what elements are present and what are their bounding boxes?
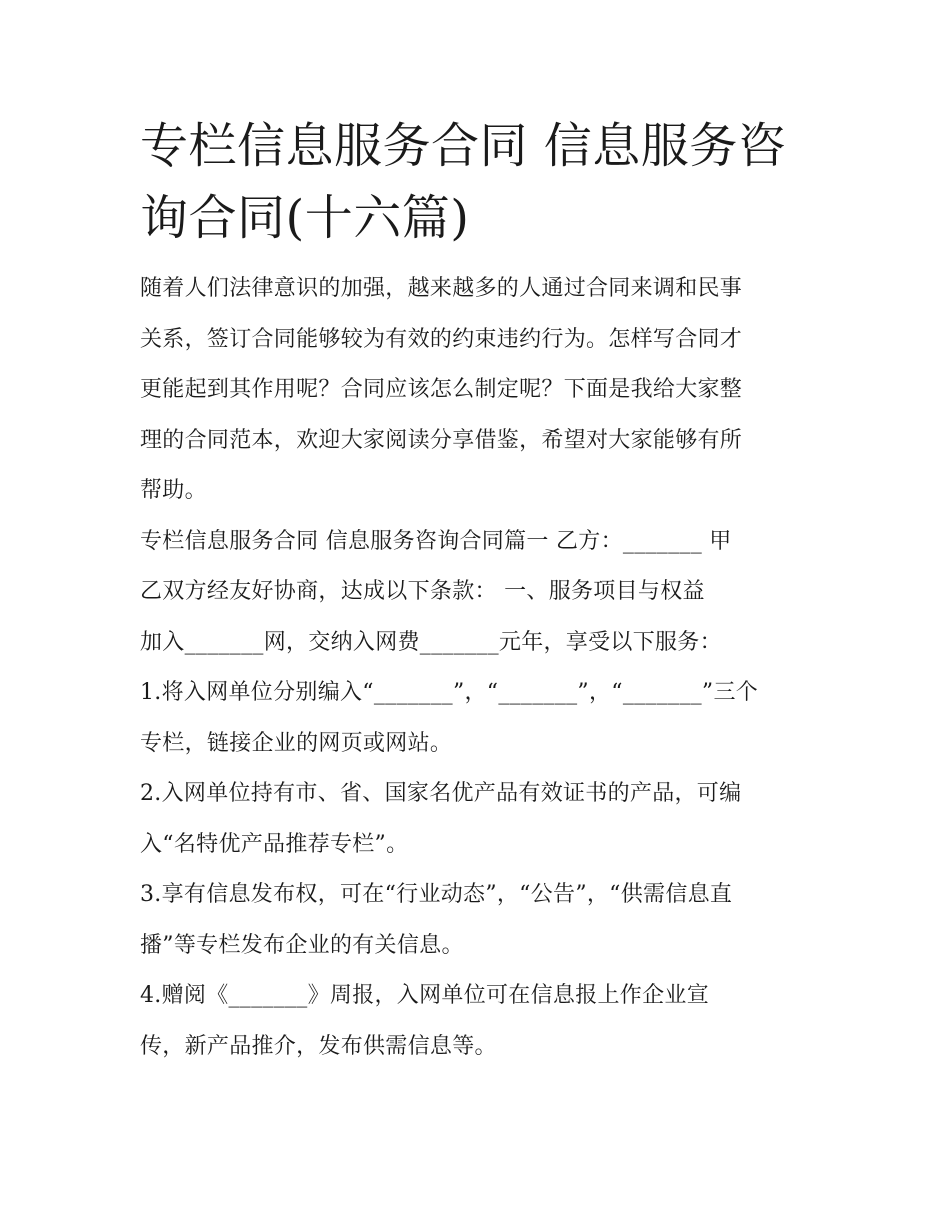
contract-intro-paragraph <box>140 517 820 669</box>
title-line: 专栏信息服务合同 信息服务咨 <box>140 118 787 174</box>
clause-item-2 <box>140 769 820 870</box>
text-line: 乙双方经友好协商，达成以下条款： 一、服务项目与权益 <box>140 579 705 604</box>
document-page <box>140 110 820 1072</box>
text-line: 传，新产品推介，发布供需信息等。 <box>140 1033 497 1059</box>
clause-item-1 <box>140 668 820 769</box>
clause-item-4 <box>140 971 820 1072</box>
document-title <box>140 110 820 254</box>
title-line: 询合同(十六篇) <box>140 190 470 246</box>
text-line: 入“名特优产品推荐专栏”。 <box>140 831 409 857</box>
text-line: 理的合同范本，欢迎大家阅读分享借鉴，希望对大家能够有所 <box>140 427 743 453</box>
text-line: 专栏，链接企业的网页或网站。 <box>140 730 453 756</box>
text-line: 加入_______网，交纳入网费_______元年，享受以下服务： <box>140 629 722 655</box>
text-line: 4.赠阅《_______》周报，入网单位可在信息报上作企业宣 <box>140 983 709 1008</box>
text-line: 2.入网单位持有市、省、国家名优产品有效证书的产品，可编 <box>140 781 742 806</box>
text-line: 播”等专栏发布企业的有关信息。 <box>140 932 464 958</box>
text-line: 帮助。 <box>140 478 207 503</box>
text-line: 1.将入网单位分别编入“_______”，“_______”，“_______”三个 <box>140 680 759 705</box>
clause-item-3 <box>140 870 820 971</box>
text-line: 随着人们法律意识的加强，越来越多的人通过合同来调和民事 <box>140 276 743 301</box>
text-line: 专栏信息服务合同 信息服务咨询合同篇一 乙方：_______ 甲 <box>140 528 732 554</box>
text-line: 更能起到其作用呢？合同应该怎么制定呢？下面是我给大家整 <box>140 377 743 402</box>
document-body <box>140 264 820 1072</box>
text-line: 关系，签订合同能够较为有效的约束违约行为。怎样写合同才 <box>140 326 743 352</box>
text-line: 3.享有信息发布权，可在“行业动态”，“公告”，“供需信息直 <box>140 882 733 907</box>
intro-paragraph <box>140 264 820 517</box>
